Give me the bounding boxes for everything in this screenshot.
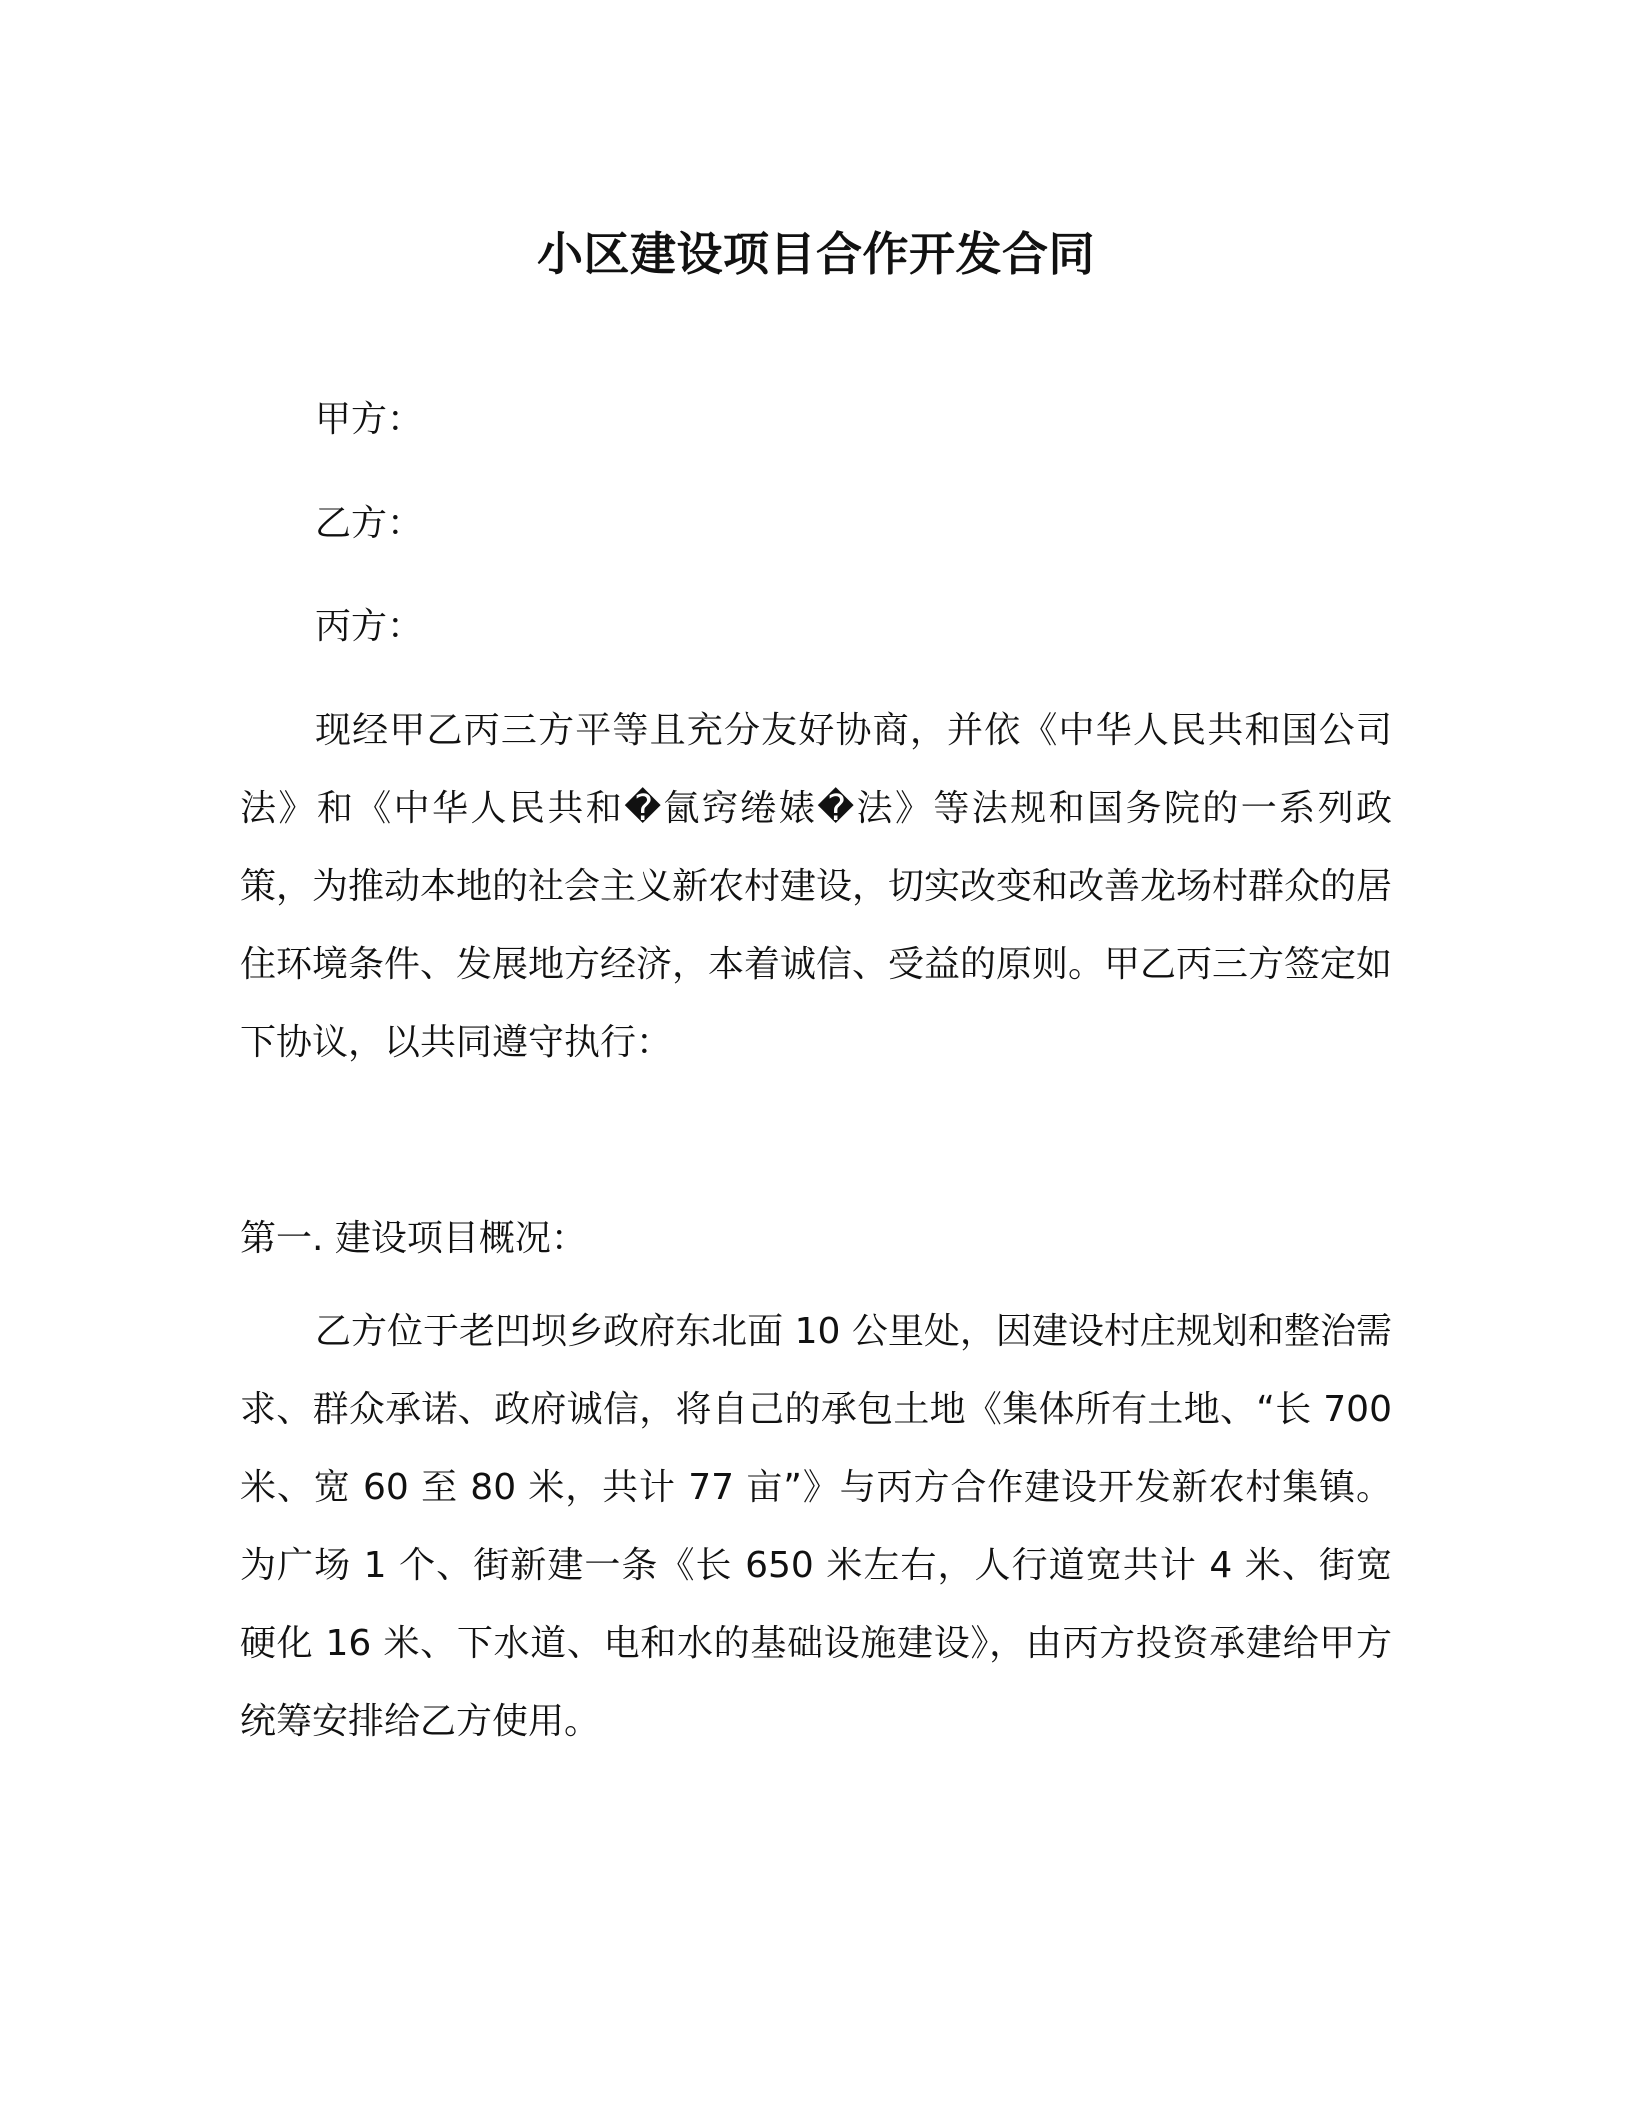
preamble-paragraph: 现经甲乙丙三方平等且充分友好协商，并依《中华人民共和国公司法》和《中华人民共和�氤窍绻婊�法》等法规和国务院的一系列政策，为推动本地的社会主义新农村建设，切实改变和改善龙场村群众的居住环境条件、发展地方经济，本着诚信、受益的原则。甲乙丙三方签定如下协议，以共同遵守执行： [240, 710, 1393, 1063]
party-c-label: 丙方： [315, 606, 424, 647]
party-a-label: 甲方： [315, 399, 424, 440]
document-title: 小区建设项目合作开发合同 [537, 227, 1095, 281]
section-1-body: 乙方位于老凹坝乡政府东北面 10 公里处，因建设村庄规划和整治需求、群众承诺、政府诚信，将自己的承包土地《集体所有土地、“长 700 米、宽 60 至 80 米，共计 77 亩”》与丙方合作建设开发新农村集镇。为广场 1 个、街新建一条《长 650 米左右，人行道宽共计 4 米、街宽硬化 16 米、下水道、电和水的基础设施建设》，由丙方投资承建给甲方统筹安排给乙方使用。 [240, 1311, 1392, 1742]
party-b-label: 乙方： [315, 503, 424, 544]
section-1-heading: 第一. 建设项目概况： [240, 1218, 587, 1259]
